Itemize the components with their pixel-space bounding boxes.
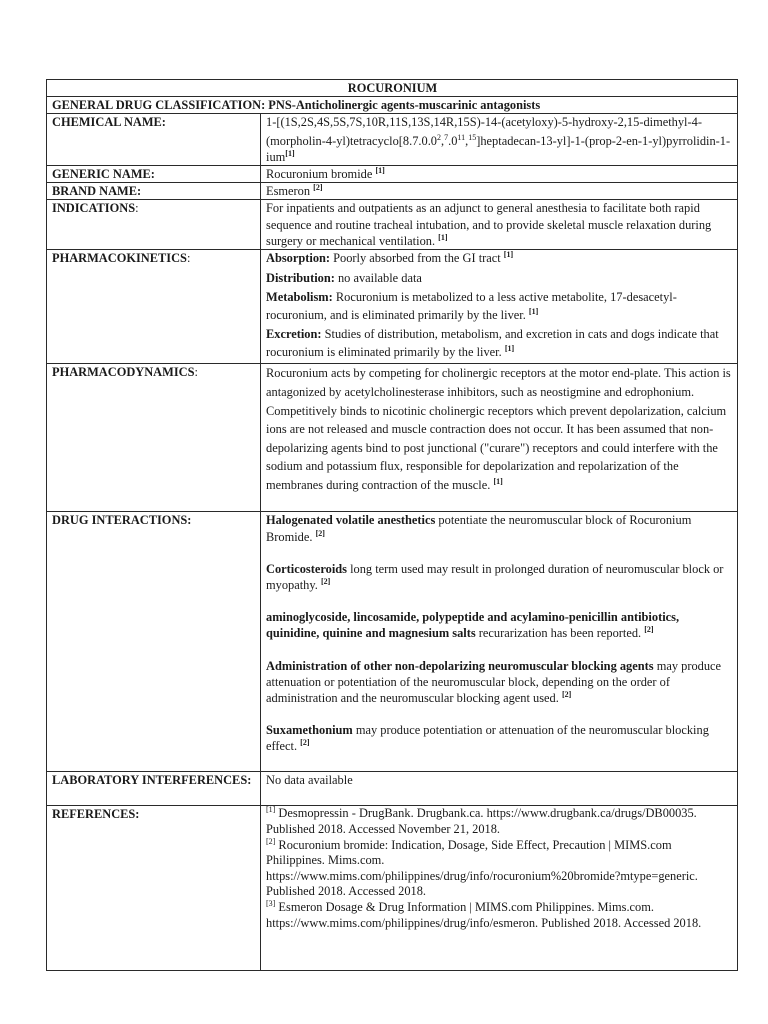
chemical-name-sup3: 11 bbox=[457, 133, 466, 142]
drug-classification: GENERAL DRUG CLASSIFICATION: PNS-Anticholinergic agents-muscarinic antagonists bbox=[47, 97, 738, 114]
interaction-spacer-3 bbox=[266, 642, 733, 658]
interaction-3-ref: [2] bbox=[644, 625, 654, 635]
interaction-spacer-4 bbox=[266, 706, 733, 722]
chemical-name-part2: ]heptadecan-13-yl]-1-(prop-2-en-1-yl)pyrrolidin-1-ium bbox=[266, 134, 731, 165]
chemical-name-value bbox=[261, 114, 738, 166]
interaction-2-agent: Corticosteroids bbox=[266, 561, 347, 576]
distribution-label: Distribution: bbox=[266, 270, 335, 285]
title-row bbox=[47, 80, 738, 97]
interaction-2-ref: [2] bbox=[320, 576, 331, 586]
excretion-line bbox=[266, 326, 733, 361]
absorption-ref: [1] bbox=[503, 250, 514, 260]
interaction-spacer-2 bbox=[266, 593, 733, 609]
chemical-name-sup4: 15 bbox=[468, 133, 477, 142]
pharmacodynamics-value bbox=[261, 364, 738, 512]
excretion-ref: [1] bbox=[504, 343, 515, 353]
interaction-5-text: may produce potentiation or attenuation of the neuromuscular blocking effect. bbox=[266, 723, 709, 754]
interaction-1-ref: [2] bbox=[315, 528, 325, 538]
metabolism-text: Rocuronium is metabolized to a less active metabolite, 17-desacetyl-rocuronium, and is eliminated primarily by the liver. bbox=[266, 290, 677, 322]
chemical-name-sup2: 7 bbox=[444, 133, 449, 142]
interaction-1-text: potentiate the neuromuscular block of Rocuronium Bromide. bbox=[266, 513, 692, 544]
reference-3 bbox=[266, 900, 733, 931]
interaction-item-1 bbox=[266, 512, 733, 544]
reference-3-mark: [3] bbox=[266, 898, 276, 908]
absorption-text: Poorly absorbed from the GI tract bbox=[330, 251, 504, 266]
chemical-name-sup1: 2 bbox=[437, 133, 442, 142]
chemical-name-part1: 1-[(1S,2S,4S,5S,7S,10R,11S,13S,14R,15S)-14-(acetyloxy)-5-hydroxy-2,15-dimethyl-4-(morpholin-4-yl)tetracyclo[8.7.0.0 bbox=[266, 115, 702, 149]
interaction-item-4 bbox=[266, 658, 733, 707]
pharmacokinetics-row bbox=[47, 250, 738, 364]
generic-name-text: Rocuronium bromide bbox=[266, 167, 376, 182]
absorption-line bbox=[266, 250, 733, 268]
indications-value bbox=[261, 200, 738, 250]
interaction-3-text: recurarization has been reported. bbox=[475, 626, 645, 641]
interaction-item-2 bbox=[266, 561, 733, 593]
metabolism-ref: [1] bbox=[528, 306, 539, 316]
generic-name-ref: [1] bbox=[375, 166, 385, 175]
generic-name-label: GENERIC NAME: bbox=[47, 166, 261, 183]
interaction-1-agent: Halogenated volatile anesthetics bbox=[266, 513, 436, 528]
indications-row bbox=[47, 200, 738, 250]
indications-text: For inpatients and outpatients as an adjunct to general anesthesia to facilitate both rapid sequence and routine tracheal intubation, and to provide skeletal muscle relaxation during surgery or mechanical ventilation. bbox=[266, 201, 712, 248]
brand-name-ref: [2] bbox=[313, 183, 323, 192]
pharmacokinetics-label: PHARMACOKINETICS bbox=[52, 251, 187, 266]
indications-label-cell bbox=[47, 200, 261, 250]
excretion-text: Studies of distribution, metabolism, and excretion in cats and dogs indicate that rocuronium is eliminated primarily by the liver. bbox=[266, 327, 719, 359]
classification-row bbox=[47, 97, 738, 114]
reference-1-mark: [1] bbox=[266, 805, 276, 815]
pharmacokinetics-label-cell bbox=[47, 250, 261, 364]
distribution-line bbox=[266, 270, 733, 288]
pharmacokinetics-value bbox=[261, 250, 738, 364]
lab-interferences-value: No data available bbox=[261, 772, 738, 806]
indications-ref: [1] bbox=[438, 232, 448, 242]
generic-name-row bbox=[47, 166, 738, 183]
lab-interferences-row bbox=[47, 772, 738, 806]
pharmacodynamics-text: Rocuronium acts by competing for cholinergic receptors at the motor end-plate. This action is antagonized by acetylcholinesterase inhibitors, such as neostigmine and edrophonium. Competitively binds to nicotinic cholinergic receptors which prevent depolarization, calcium ions are not released and muscle contraction does not occur. It has been assumed that non-depolarizing agents bind to post junctional ("curare") receptors and could interfere with the sodium and potassium flux, responsible for depolarization and repolarization of the membranes during contraction of the muscle. bbox=[266, 366, 731, 492]
pharmacodynamics-label: PHARMACODYNAMICS bbox=[52, 365, 195, 380]
interaction-5-agent: Suxamethonium bbox=[266, 723, 353, 738]
chemical-name-ref: [1] bbox=[285, 149, 295, 158]
chemical-name-row bbox=[47, 114, 738, 166]
references-label: REFERENCES: bbox=[47, 806, 261, 971]
reference-3-text: Esmeron Dosage & Drug Information | MIMS.com Philippines. Mims.com. https://www.mims.com/philippines/drug/info/esmeron. Published 2018. Accessed 2018. bbox=[266, 899, 702, 930]
chemical-name-mid2: .0 bbox=[448, 134, 458, 149]
brand-name-label: BRAND NAME: bbox=[47, 183, 261, 200]
drug-title: ROCURONIUM bbox=[47, 80, 738, 97]
reference-1-text: Desmopressin - DrugBank. Drugbank.ca. https://www.drugbank.ca/drugs/DB00035. Published 2018. Accessed November 21, 2018. bbox=[266, 806, 697, 836]
interaction-4-agent: Administration of other non-depolarizing neuromuscular blocking agents bbox=[266, 658, 654, 673]
brand-name-row bbox=[47, 183, 738, 200]
drug-interactions-value bbox=[261, 512, 738, 772]
indications-label: INDICATIONS bbox=[52, 201, 136, 216]
interaction-4-ref: [2] bbox=[561, 689, 572, 699]
references-value bbox=[261, 806, 738, 971]
pharmacodynamics-colon: : bbox=[194, 365, 198, 380]
indications-colon: : bbox=[135, 201, 139, 216]
generic-name-value bbox=[261, 166, 738, 183]
reference-2-mark: [2] bbox=[266, 836, 276, 846]
chemical-name-label: CHEMICAL NAME: bbox=[47, 114, 261, 166]
interaction-item-5 bbox=[266, 722, 733, 754]
drug-monograph-table bbox=[46, 79, 738, 971]
chemical-name-mid3: , bbox=[465, 134, 469, 149]
interaction-3-agent: aminoglycoside, lincosamide, polypeptide and acylamino-penicillin antibiotics, quinidine, quinine and magnesium salts bbox=[266, 610, 680, 641]
interaction-5-ref: [2] bbox=[300, 738, 310, 748]
reference-1 bbox=[266, 806, 733, 837]
chemical-name-mid1: , bbox=[441, 134, 445, 149]
brand-name-text: Esmeron bbox=[266, 184, 314, 199]
interaction-item-3 bbox=[266, 609, 733, 641]
excretion-label: Excretion: bbox=[266, 327, 322, 342]
interaction-spacer-1 bbox=[266, 545, 733, 561]
pharmacodynamics-ref: [1] bbox=[493, 476, 503, 486]
absorption-label: Absorption: bbox=[266, 251, 331, 266]
pharmacodynamics-label-cell bbox=[47, 364, 261, 512]
interaction-2-text: long term used may result in prolonged duration of neuromuscular block or myopathy. bbox=[266, 561, 724, 592]
drug-interactions-row bbox=[47, 512, 738, 772]
metabolism-label: Metabolism: bbox=[266, 290, 333, 305]
reference-2-text: Rocuronium bromide: Indication, Dosage, Side Effect, Precaution | MIMS.com Philippines. Mims.com. https://www.mims.com/philippines/drug/info/rocuronium%20bromide?mtype=generic. Published 2018. Accessed 2018. bbox=[266, 837, 698, 899]
reference-2 bbox=[266, 838, 733, 900]
drug-interactions-label: DRUG INTERACTIONS: bbox=[47, 512, 261, 772]
lab-interferences-label: LABORATORY INTERFERENCES: bbox=[47, 772, 261, 806]
pharmacodynamics-row bbox=[47, 364, 738, 512]
pharmacokinetics-colon: : bbox=[186, 251, 191, 266]
references-row bbox=[47, 806, 738, 971]
interaction-4-text: may produce attenuation or potentiation of the neuromuscular block, depending on the order of administration and the neuromuscular blocking agent used. bbox=[266, 658, 722, 705]
distribution-text: no available data bbox=[334, 270, 422, 285]
metabolism-line bbox=[266, 289, 733, 324]
brand-name-value bbox=[261, 183, 738, 200]
